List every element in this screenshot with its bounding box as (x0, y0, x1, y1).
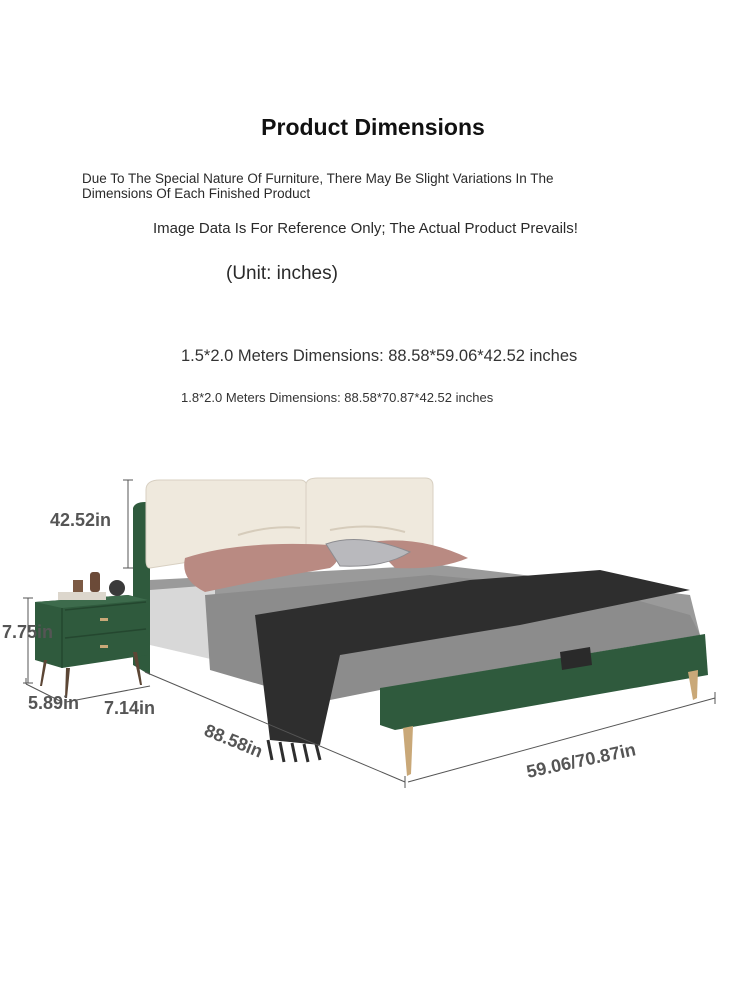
product-illustration (0, 440, 750, 820)
page-title: Product Dimensions (261, 114, 485, 140)
small-decor (73, 580, 83, 592)
spec-1-8m: 1.8*2.0 Meters Dimensions: 88.58*70.87*42.52 inches (181, 390, 494, 405)
nightstand-width-label: 7.14in (104, 698, 156, 718)
bed-drawing (0, 440, 750, 820)
bed-length-label: 88.58in (201, 720, 266, 762)
spec-1-5m: 1.5*2.0 Meters Dimensions: 88.58*59.06*42.52 inches (181, 347, 578, 365)
bed-height-line (123, 480, 133, 568)
drawer-handle-bottom (100, 645, 108, 648)
bed-height-label: 42.52in (50, 510, 112, 530)
nightstand-depth-label: 5.89in (28, 693, 80, 713)
books (58, 592, 106, 600)
variation-note: Due To The Special Nature Of Furniture, There May Be Slight Variations In The Dimensions Of Each Finished Product (82, 171, 554, 201)
alarm-clock (109, 580, 125, 596)
nightstand-height-label: 7.75in (2, 622, 54, 642)
vase (90, 572, 100, 592)
bed-leg-front (403, 726, 413, 776)
unit-label: (Unit: inches) (226, 263, 338, 284)
reference-disclaimer: Image Data Is For Reference Only; The Actual Product Prevails! (153, 220, 578, 237)
bed-width-label: 59.06/70.87in (524, 739, 638, 782)
bed-leg-side (688, 670, 698, 700)
drawer-handle-top (100, 618, 108, 621)
